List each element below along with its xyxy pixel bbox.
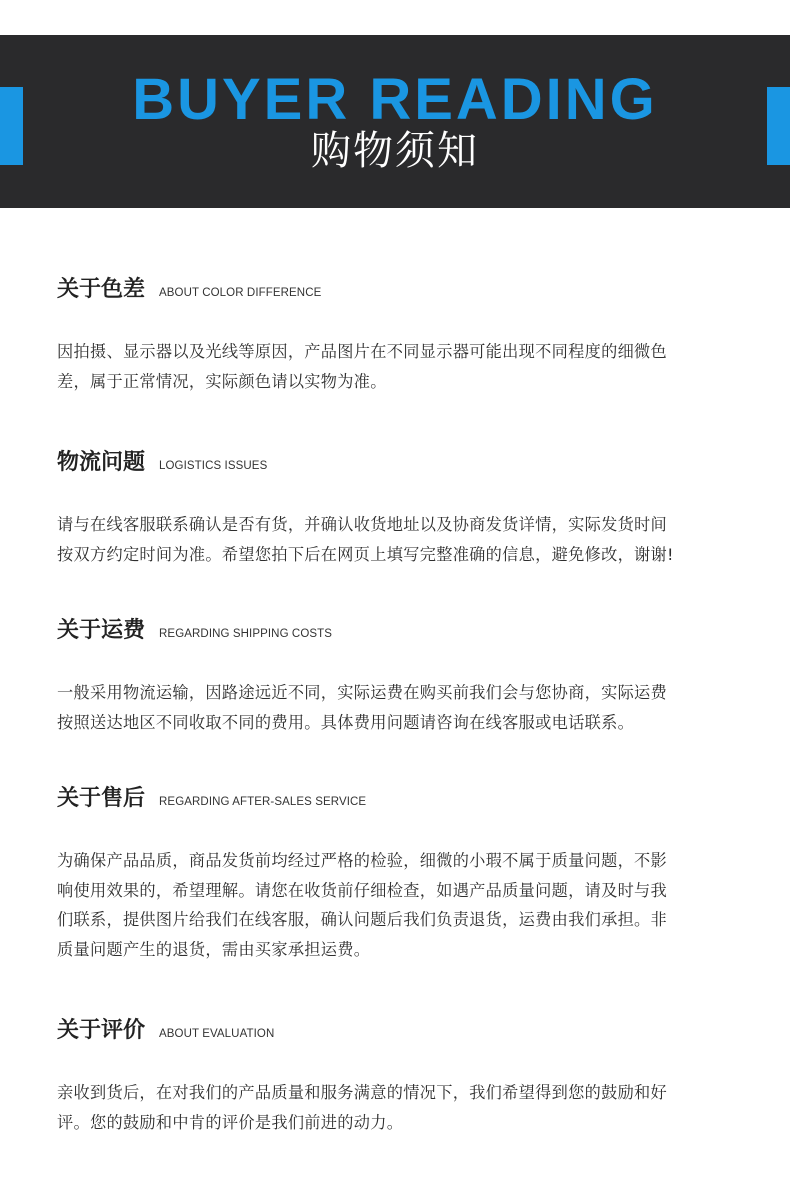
section-body: 请与在线客服联系确认是否有货，并确认收货地址以及协商发货详情，实际发货时间 按双方约定时间为准。希望您拍下后在网页上填写完整准确的信息，避免修改，谢谢! — [57, 515, 674, 564]
section-shipping-costs — [57, 616, 737, 737]
section-body: 亲收到货后，在对我们的产品质量和服务满意的情况下，我们希望得到您的鼓励和好 评。您的鼓励和中肯的评价是我们前进的动力。 — [57, 1083, 668, 1132]
section-subtitle: REGARDING SHIPPING COSTS — [159, 628, 333, 640]
section-subtitle: LOGISTICS ISSUES — [159, 460, 268, 472]
section-heading — [57, 784, 737, 818]
section-body: 为确保产品品质，商品发货前均经过严格的检验，细微的小瑕不属于质量问题，不影 响使用效果的，希望理解。请您在收货前仔细检查，如遇产品质量问题，请及时与我 们联系，提供图片给我们在线客服，确认问题后我们负责退货，运费由我们承担。非 质量问题产生的退货，需由买家承担运费。 — [57, 851, 668, 959]
section-title: 关于色差 — [57, 277, 146, 302]
header-banner — [0, 35, 790, 208]
section-body: 一般采用物流运输，因路途远近不同，实际运费在购买前我们会与您协商，实际运费 按照送达地区不同收取不同的费用。具体费用问题请咨询在线客服或电话联系。 — [57, 683, 668, 732]
section-title: 关于评价 — [57, 1018, 146, 1043]
section-after-sales — [57, 784, 737, 964]
section-heading — [57, 275, 737, 309]
section-logistics — [57, 448, 737, 569]
banner-title-english: BUYER READING — [132, 67, 658, 132]
section-color-difference — [57, 275, 737, 396]
section-heading — [57, 448, 737, 482]
section-subtitle: ABOUT EVALUATION — [159, 1028, 275, 1040]
section-evaluation — [57, 1016, 737, 1137]
section-title: 关于运费 — [57, 618, 146, 643]
section-title: 关于售后 — [57, 786, 146, 811]
section-title: 物流问题 — [57, 450, 146, 475]
banner-title-chinese: 购物须知 — [311, 128, 479, 174]
section-subtitle: ABOUT COLOR DIFFERENCE — [159, 287, 322, 299]
section-body: 因拍摄、显示器以及光线等原因，产品图片在不同显示器可能出现不同程度的细微色 差，属于正常情况，实际颜色请以实物为准。 — [57, 342, 668, 391]
section-subtitle: REGARDING AFTER-SALES SERVICE — [159, 796, 367, 808]
section-heading — [57, 616, 737, 650]
section-heading — [57, 1016, 737, 1050]
